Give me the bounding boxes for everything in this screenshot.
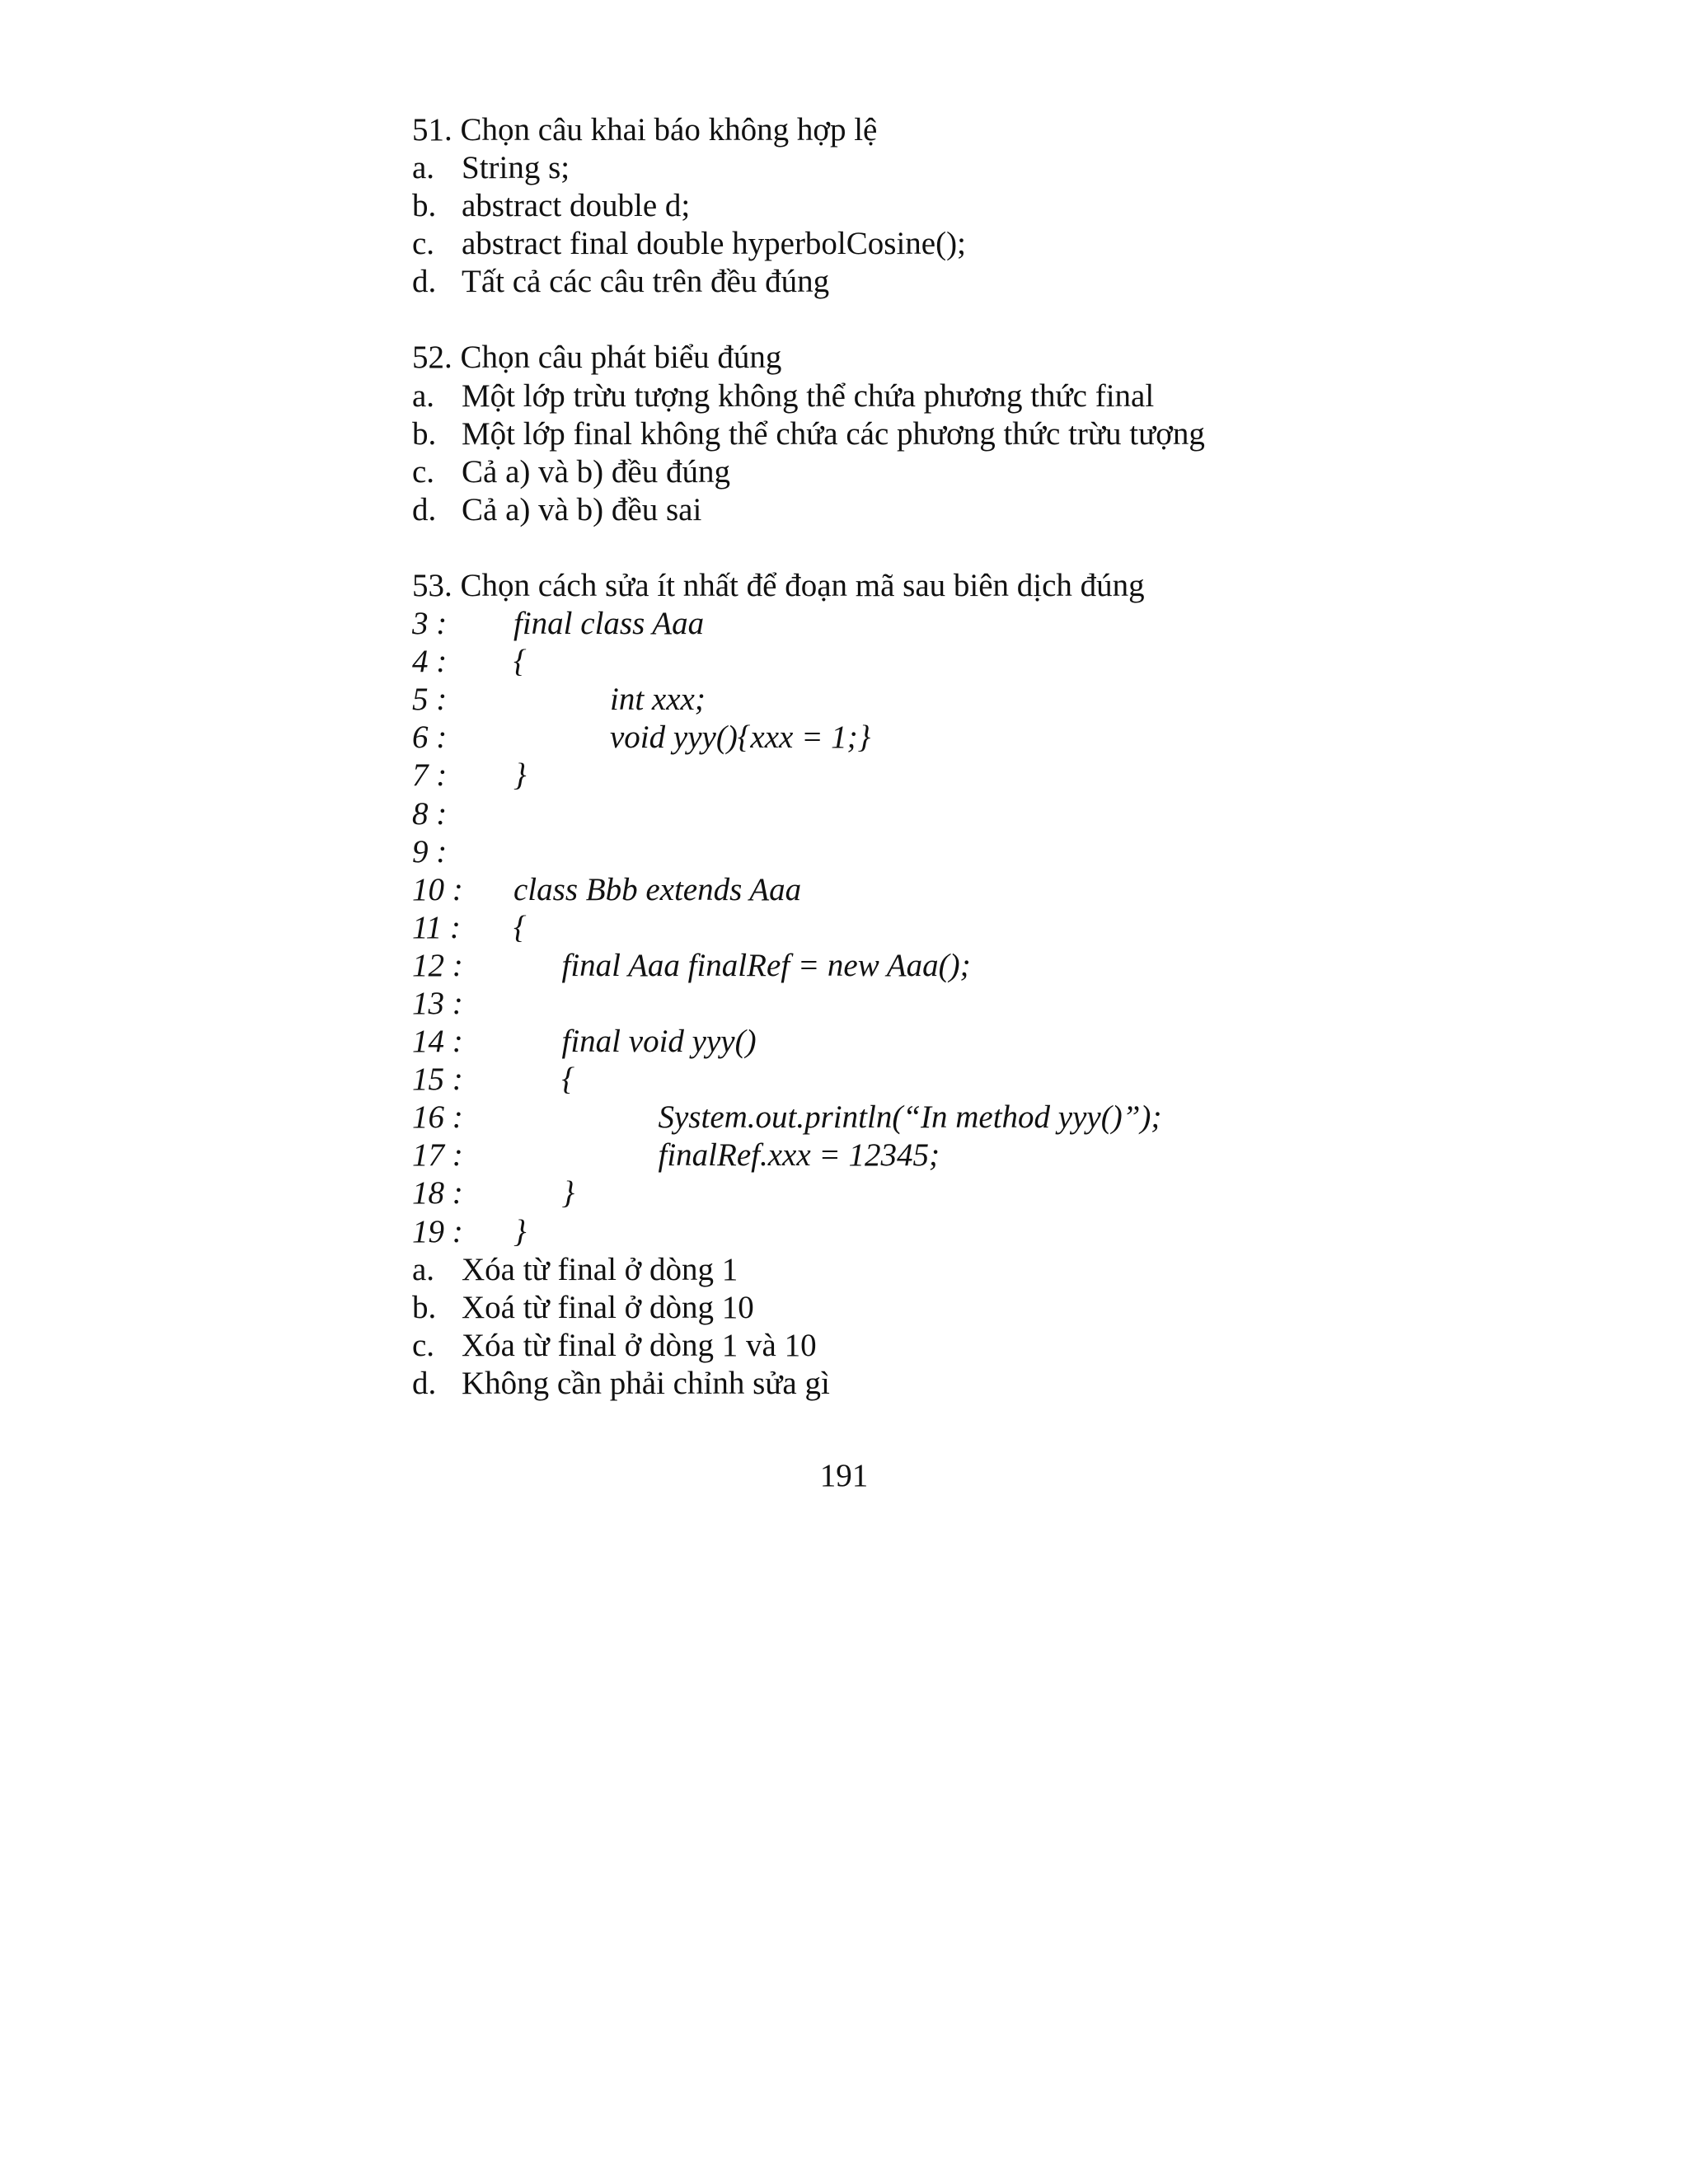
question-51	[412, 111, 1269, 301]
option-letter: c.	[412, 226, 435, 262]
code-text: final class Aaa	[513, 606, 705, 642]
line-number: 10 :	[412, 871, 463, 907]
code-line	[412, 757, 1269, 794]
code-text: }	[513, 1213, 527, 1249]
code-text: final void yyy()	[513, 1024, 757, 1060]
option-text: Xoá từ final ở dòng 10	[462, 1289, 754, 1325]
option-letter: d.	[412, 1365, 437, 1401]
line-number: 12 :	[412, 947, 463, 983]
line-number: 11 :	[412, 909, 461, 945]
question-53	[412, 567, 1269, 1403]
code-text: }	[513, 1175, 575, 1212]
line-number: 16 :	[412, 1099, 463, 1136]
code-line	[412, 605, 1269, 643]
code-line	[412, 1174, 1269, 1212]
code-text: System.out.println(“In method yyy()”);	[513, 1099, 1162, 1136]
option-letter: b.	[412, 188, 437, 224]
answer-option-c	[412, 453, 1269, 491]
document-page	[412, 111, 1269, 1403]
question-stem: 51. Chọn câu khai báo không hợp lệ	[412, 112, 878, 148]
question-spacer	[412, 529, 1269, 567]
option-letter: d.	[412, 264, 437, 300]
code-text: final Aaa finalRef = new Aaa();	[513, 947, 971, 983]
option-text: Xóa từ final ở dòng 1	[462, 1251, 738, 1287]
code-line	[412, 1213, 1269, 1251]
option-letter: c.	[412, 453, 435, 490]
code-text: void yyy(){xxx = 1;}	[513, 719, 871, 756]
answer-option-c	[412, 1327, 1269, 1365]
question-stem: 52. Chọn câu phát biểu đúng	[412, 340, 782, 376]
code-line	[412, 795, 1269, 833]
line-number: 7 :	[412, 757, 448, 794]
option-letter: a.	[412, 1251, 435, 1287]
line-number: 9 :	[412, 833, 448, 869]
code-line	[412, 985, 1269, 1023]
question-spacer	[412, 301, 1269, 339]
option-text: String s;	[462, 150, 570, 186]
code-text: }	[513, 757, 527, 794]
line-number: 4 :	[412, 644, 448, 680]
answer-option-c	[412, 225, 1269, 263]
answer-option-b	[412, 1289, 1269, 1327]
code-line	[412, 1137, 1269, 1174]
option-text: Cả a) và b) đều sai	[462, 491, 702, 527]
option-text: Cả a) và b) đều đúng	[462, 453, 730, 490]
answer-option-a	[412, 149, 1269, 187]
option-letter: b.	[412, 415, 437, 452]
code-text: finalRef.xxx = 12345;	[513, 1137, 940, 1174]
option-text: Một lớp final không thể chứa các phương thức trừu tượng	[462, 415, 1205, 452]
option-letter: a.	[412, 377, 435, 414]
option-text: abstract final double hyperbolCosine();	[462, 226, 966, 262]
answer-option-d	[412, 491, 1269, 529]
code-line	[412, 643, 1269, 681]
answer-option-a	[412, 1251, 1269, 1289]
code-listing	[412, 605, 1269, 1251]
line-number: 3 :	[412, 606, 448, 642]
code-line	[412, 1061, 1269, 1099]
code-line	[412, 871, 1269, 909]
code-line	[412, 947, 1269, 985]
code-line	[412, 1099, 1269, 1137]
code-text: {	[513, 909, 527, 945]
code-text: {	[513, 644, 527, 680]
code-line	[412, 719, 1269, 757]
code-line	[412, 833, 1269, 871]
option-letter: a.	[412, 150, 435, 186]
line-number: 6 :	[412, 719, 448, 756]
line-number: 18 :	[412, 1175, 463, 1212]
code-line	[412, 681, 1269, 719]
option-text: Một lớp trừu tượng không thể chứa phương thức final	[462, 377, 1155, 414]
answer-option-a	[412, 377, 1269, 415]
code-line	[412, 909, 1269, 947]
question-stem: 53. Chọn cách sửa ít nhất để đoạn mã sau biên dịch đúng	[412, 567, 1145, 603]
option-text: abstract double d;	[462, 188, 691, 224]
answer-option-d	[412, 1365, 1269, 1403]
option-letter: d.	[412, 491, 437, 527]
line-number: 19 :	[412, 1213, 463, 1249]
line-number: 15 :	[412, 1062, 463, 1098]
line-number: 17 :	[412, 1137, 463, 1174]
question-52	[412, 339, 1269, 528]
code-line	[412, 1023, 1269, 1061]
answer-option-b	[412, 187, 1269, 225]
option-text: Tất cả các câu trên đều đúng	[462, 264, 830, 300]
line-number: 8 :	[412, 795, 448, 832]
line-number: 14 :	[412, 1024, 463, 1060]
code-text: {	[513, 1062, 575, 1098]
line-number: 13 :	[412, 985, 463, 1021]
option-text: Không cần phải chỉnh sửa gì	[462, 1365, 830, 1401]
option-letter: b.	[412, 1289, 437, 1325]
answer-option-b	[412, 415, 1269, 453]
page-number: 191	[819, 1458, 869, 1493]
answer-option-d	[412, 263, 1269, 301]
option-letter: c.	[412, 1327, 435, 1363]
code-text: int xxx;	[513, 682, 706, 718]
code-text: class Bbb extends Aaa	[513, 871, 802, 907]
option-text: Xóa từ final ở dòng 1 và 10	[462, 1327, 817, 1363]
line-number: 5 :	[412, 682, 448, 718]
